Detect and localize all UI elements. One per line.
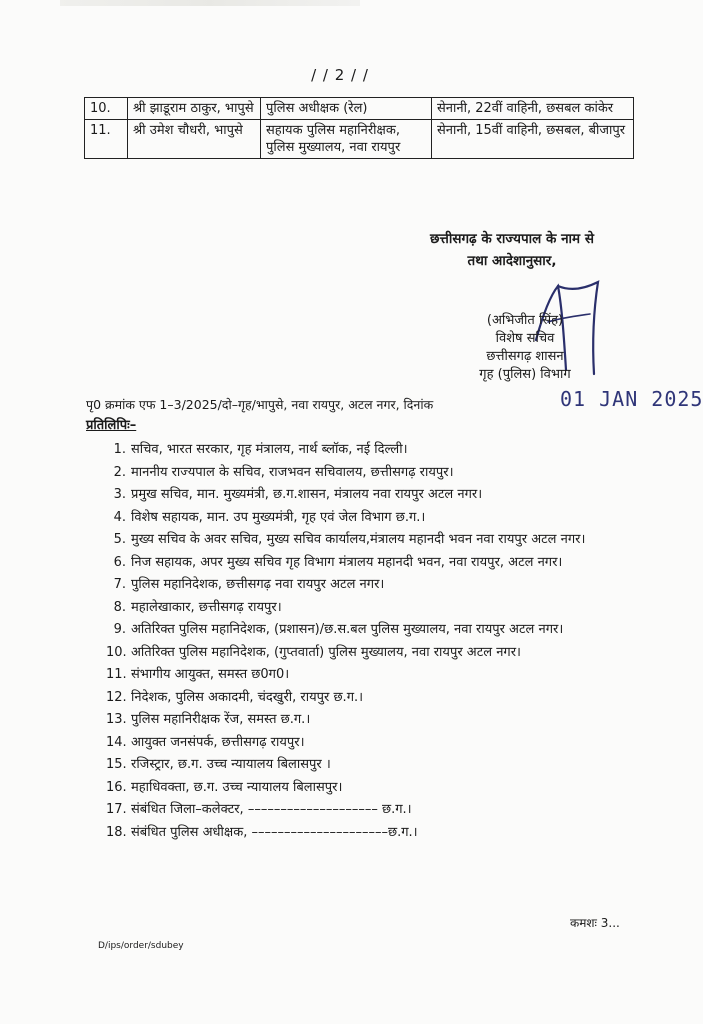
list-item: 18. संबंधित पुलिस अधीक्षक, –––––––––––––––––––––छ.ग.। (106, 824, 418, 840)
authority-line-2: तथा आदेशानुसार, (467, 253, 557, 269)
signer-designation: विशेष सचिव (495, 331, 555, 346)
order-authority (380, 228, 644, 272)
copy-to-heading: प्रतिलिपिः– (86, 418, 137, 433)
list-item: 15. रजिस्ट्रार, छ.ग. उच्च न्यायालय बिलासपुर । (106, 757, 331, 772)
officer-name: श्री उमेश चौधरी, भापुसे (128, 120, 261, 159)
page-number: / / 2 / / (311, 66, 369, 84)
signatory (440, 312, 610, 384)
current-posting: सहायक पुलिस महानिरीक्षक, पुलिस मुख्यालय, नवा रायपुर (261, 120, 432, 159)
scan-artifact (60, 0, 360, 6)
list-item: 14. आयुक्त जनसंपर्क, छत्तीसगढ़ रायपुर। (106, 734, 305, 750)
officer-name: श्री झाडूराम ठाकुर, भापुसे (128, 98, 261, 120)
list-item: 1. सचिव, भारत सरकार, गृह मंत्रालय, नार्थ ब्लॉक, नई दिल्ली। (113, 442, 408, 457)
officer-transfer-table (84, 97, 634, 159)
list-item: 11. संभागीय आयुक्त, समस्त छ0ग0। (106, 667, 290, 682)
list-item: 5. मुख्य सचिव के अवर सचिव, मुख्य सचिव कार्यालय,मंत्रालय महानदी भवन नवा रायपुर अटल नगर। (113, 532, 586, 547)
new-posting: सेनानी, 22वीं वाहिनी, छसबल कांकेर (432, 98, 634, 120)
table-row (85, 120, 634, 159)
list-item: 17. संबंधित जिला–कलेक्टर, –––––––––––––––––––– छ.ग.। (106, 802, 412, 817)
signer-name: (अभिजीत सिंह) (486, 313, 564, 328)
reference-line: पृ0 क्रमांक एफ 1–3/2025/दो–गृह/भापुसे, नवा रायपुर, अटल नगर, दिनांक (86, 397, 434, 412)
list-item: 8. महालेखाकार, छत्तीसगढ़ रायपुर। (113, 599, 282, 615)
list-item: 7. पुलिस महानिदेशक, छत्तीसगढ़ नवा रायपुर अटल नगर। (113, 577, 385, 592)
list-item: 3. प्रमुख सचिव, मान. मुख्यमंत्री, छ.ग.शासन, मंत्रालय नवा रायपुर अटल नगर। (113, 487, 483, 502)
list-item: 9. अतिरिक्त पुलिस महानिदेशक, (प्रशासन)/छ.स.बल पुलिस मुख्यालय, नवा रायपुर अटल नगर। (113, 622, 564, 637)
list-item: 2. माननीय राज्यपाल के सचिव, राजभवन सचिवालय, छत्तीसगढ़ रायपुर। (113, 464, 454, 480)
list-item: 6. निज सहायक, अपर मुख्य सचिव गृह विभाग मंत्रालय महानदी भवन, नवा रायपुर, अटल नगर। (113, 554, 563, 570)
file-reference: D/ips/order/sdubey (98, 941, 184, 951)
authority-line-1: छत्तीसगढ़ के राज्यपाल के नाम से (430, 231, 594, 247)
signer-department: गृह (पुलिस) विभाग (479, 367, 571, 382)
list-item: 4. विशेष सहायक, मान. उप मुख्यमंत्री, गृह एवं जेल विभाग छ.ग.। (113, 509, 426, 525)
signer-state: छत्तीसगढ़ शासन (486, 349, 564, 364)
date-stamp: 01 JAN 2025 (560, 387, 703, 411)
serial-number: 11. (85, 120, 128, 159)
list-item: 13. पुलिस महानिरीक्षक रेंज, समस्त छ.ग.। (106, 712, 311, 727)
list-item: 16. महाधिवक्ता, छ.ग. उच्च न्यायालय बिलासपुर। (106, 779, 343, 795)
continued-marker: कमशः 3... (570, 916, 620, 930)
list-item: 10. अतिरिक्त पुलिस महानिदेशक, (गुप्तवार्ता) पुलिस मुख्यालय, नवा रायपुर अटल नगर। (106, 644, 521, 660)
table-row (85, 98, 634, 120)
list-item: 12. निदेशक, पुलिस अकादमी, चंदखुरी, रायपुर छ.ग.। (106, 689, 364, 705)
current-posting: पुलिस अधीक्षक (रेल) (261, 98, 432, 120)
new-posting: सेनानी, 15वीं वाहिनी, छसबल, बीजापुर (432, 120, 634, 159)
serial-number: 10. (85, 98, 128, 120)
copy-recipient-list (106, 440, 636, 845)
